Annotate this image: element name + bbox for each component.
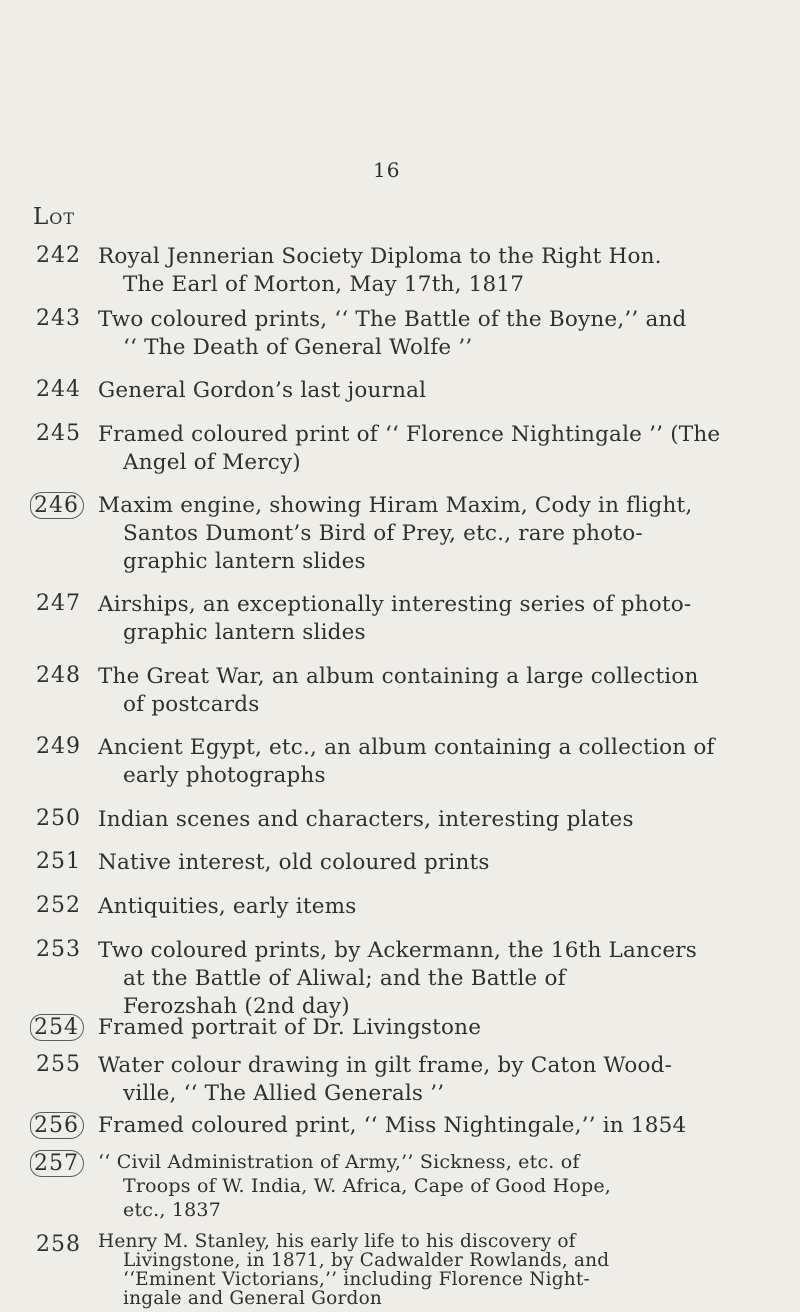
- lot-number: 253: [36, 937, 81, 962]
- description-line: ‘‘Eminent Victorians,’’ including Florence Night-: [123, 1269, 590, 1290]
- lot-description: [98, 806, 768, 834]
- description-line: Antiquities, early items: [98, 894, 357, 919]
- lot-description: [98, 1150, 768, 1222]
- lot-description: [98, 421, 768, 477]
- description-line: Native interest, old coloured prints: [98, 850, 490, 875]
- lot-description: [98, 492, 768, 576]
- description-line: Two coloured prints, by Ackermann, the 16th Lancers: [98, 938, 697, 963]
- description-line: Royal Jennerian Society Diploma to the Right Hon.: [98, 244, 662, 269]
- description-line: graphic lantern slides: [123, 620, 366, 645]
- lot-number: 258: [36, 1232, 81, 1257]
- description-line: The Great War, an album containing a large collection: [98, 664, 699, 689]
- description-line: of postcards: [123, 692, 260, 717]
- description-line: Troops of W. India, W. Africa, Cape of Good Hope,: [123, 1175, 612, 1197]
- description-line: ville, ‘‘ The Allied Generals ’’: [123, 1081, 445, 1106]
- description-line: ‘‘ The Death of General Wolfe ’’: [123, 335, 473, 360]
- description-line: Livingstone, in 1871, by Cadwalder Rowlands, and: [123, 1250, 610, 1271]
- lot-number: 256: [30, 1112, 84, 1139]
- lot-number: 254: [30, 1014, 84, 1041]
- lot-number: 245: [36, 421, 81, 446]
- lot-number: 248: [36, 663, 81, 688]
- description-line: etc., 1837: [123, 1199, 221, 1221]
- description-line: The Earl of Morton, May 17th, 1817: [123, 272, 525, 297]
- lot-number: 252: [36, 893, 81, 918]
- description-line: Indian scenes and characters, interesting plates: [98, 807, 634, 832]
- lot-number: 250: [36, 806, 81, 831]
- description-line: Framed coloured print, ‘‘ Miss Nightingale,’’ in 1854: [98, 1113, 687, 1138]
- description-line: Maxim engine, showing Hiram Maxim, Cody in flight,: [98, 493, 693, 518]
- description-line: Henry M. Stanley, his early life to his discovery of: [98, 1231, 576, 1252]
- lot-description: [98, 734, 768, 790]
- description-line: ‘‘ Civil Administration of Army,’’ Sickness, etc. of: [98, 1151, 580, 1173]
- lot-description: [98, 377, 768, 405]
- lot-description: [98, 893, 768, 921]
- lot-description: [98, 243, 768, 299]
- page-number: 16: [373, 158, 401, 182]
- lot-number: 243: [36, 306, 81, 331]
- lot-description: [98, 663, 768, 719]
- description-line: Angel of Mercy): [123, 450, 301, 475]
- description-line: at the Battle of Aliwal; and the Battle of: [123, 966, 566, 991]
- lot-description: [98, 1112, 768, 1140]
- description-line: ingale and General Gordon: [123, 1288, 383, 1309]
- description-line: Two coloured prints, ‘‘ The Battle of the Boyne,’’ and: [98, 307, 687, 332]
- description-line: Ancient Egypt, etc., an album containing a collection of: [98, 735, 715, 760]
- description-line: Santos Dumont’s Bird of Prey, etc., rare photo-: [123, 521, 643, 546]
- lot-number: 247: [36, 591, 81, 616]
- description-line: Framed coloured print of ‘‘ Florence Nightingale ’’ (The: [98, 422, 721, 447]
- lot-description: [98, 937, 768, 1021]
- lot-description: [98, 1014, 768, 1042]
- lot-number: 249: [36, 734, 81, 759]
- description-line: Ferozshah (2nd day): [123, 994, 350, 1019]
- lot-description: [98, 1232, 768, 1308]
- description-line: graphic lantern slides: [123, 549, 366, 574]
- description-line: General Gordon’s last journal: [98, 378, 427, 403]
- lot-description: [98, 1052, 768, 1108]
- lot-number: 251: [36, 849, 81, 874]
- description-line: Water colour drawing in gilt frame, by Caton Wood-: [98, 1053, 673, 1078]
- lot-description: [98, 849, 768, 877]
- lot-description: [98, 591, 768, 647]
- description-line: early photographs: [123, 763, 326, 788]
- lot-number: 255: [36, 1052, 81, 1077]
- lot-number: 244: [36, 377, 81, 402]
- lot-column-header: Lot: [33, 204, 76, 230]
- description-line: Airships, an exceptionally interesting series of photo-: [98, 592, 692, 617]
- lot-number: 242: [36, 243, 81, 268]
- description-line: Framed portrait of Dr. Livingstone: [98, 1015, 482, 1040]
- lot-number: 257: [30, 1150, 84, 1177]
- lot-number: 246: [30, 492, 84, 519]
- lot-description: [98, 306, 768, 362]
